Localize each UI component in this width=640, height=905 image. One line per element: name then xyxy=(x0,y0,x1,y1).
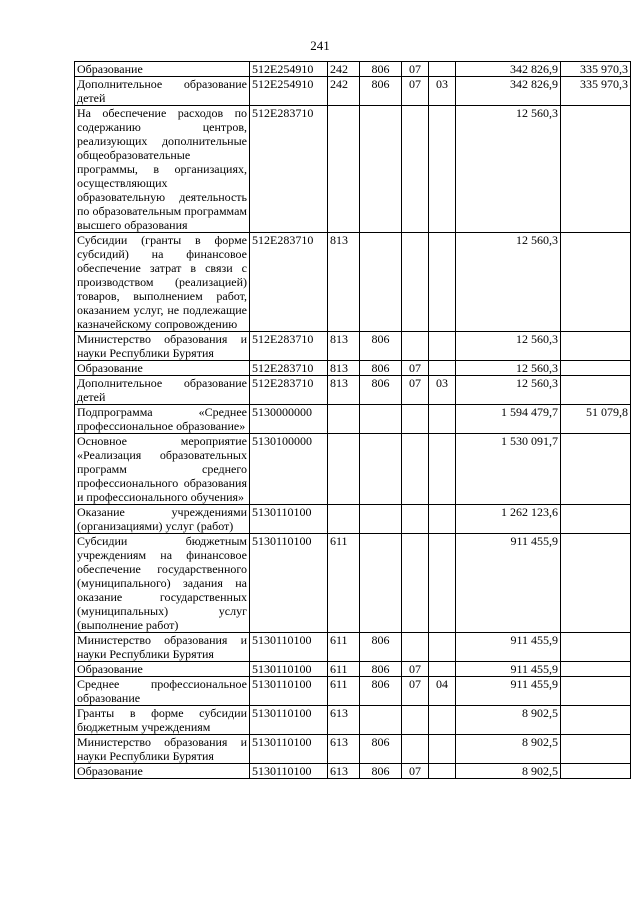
section-code-cell: 07 xyxy=(402,361,429,376)
item-name-cell: Подпрограмма «Среднее профессиональное образование» xyxy=(75,405,250,434)
amount-cell: 12 560,3 xyxy=(456,106,561,233)
amount-cell: 1 594 479,7 xyxy=(456,405,561,434)
expense-type-cell xyxy=(328,405,360,434)
item-name-cell: Субсидии (гранты в форме субсидий) на финансовое обеспечение затрат в связи с производством (реализацией) товаров, выполнением работ, оказанием услуг, не подлежащие казначейскому сопровождению xyxy=(75,233,250,332)
page-number: 241 xyxy=(310,38,330,53)
amount-cell: 911 455,9 xyxy=(456,534,561,633)
section-code-cell xyxy=(402,434,429,505)
department-code-cell: 806 xyxy=(360,361,402,376)
department-code-cell: 806 xyxy=(360,662,402,677)
target-article-code-cell: 5130110100 xyxy=(250,534,328,633)
section-code-cell xyxy=(402,233,429,332)
table-row xyxy=(75,677,631,706)
federal-amount-cell xyxy=(561,764,631,779)
target-article-code-cell: 512E283710 xyxy=(250,361,328,376)
section-code-cell xyxy=(402,735,429,764)
table-row xyxy=(75,505,631,534)
department-code-cell: 806 xyxy=(360,677,402,706)
item-name-cell: Основное мероприятие «Реализация образовательных программ среднего профессионального образования и профессионального обучения» xyxy=(75,434,250,505)
section-code-cell xyxy=(402,534,429,633)
subsection-code-cell xyxy=(429,706,456,735)
department-code-cell: 806 xyxy=(360,376,402,405)
subsection-code-cell: 04 xyxy=(429,677,456,706)
federal-amount-cell xyxy=(561,233,631,332)
federal-amount-cell: 335 970,3 xyxy=(561,77,631,106)
expense-type-cell: 611 xyxy=(328,662,360,677)
item-name-cell: Субсидии бюджетным учреждениям на финансовое обеспечение государственного (муниципального) задания на оказание государственных (муниципальных) услуг (выполнение работ) xyxy=(75,534,250,633)
target-article-code-cell: 512E283710 xyxy=(250,332,328,361)
federal-amount-cell: 51 079,8 xyxy=(561,405,631,434)
section-code-cell: 07 xyxy=(402,376,429,405)
amount-cell: 1 262 123,6 xyxy=(456,505,561,534)
expense-type-cell: 813 xyxy=(328,332,360,361)
table-row xyxy=(75,376,631,405)
expense-type-cell: 611 xyxy=(328,633,360,662)
item-name-cell: Дополнительное образование детей xyxy=(75,376,250,405)
department-code-cell xyxy=(360,534,402,633)
item-name-cell: Гранты в форме субсидии бюджетным учреждениям xyxy=(75,706,250,735)
expense-type-cell: 611 xyxy=(328,677,360,706)
expense-type-cell: 613 xyxy=(328,706,360,735)
subsection-code-cell: 03 xyxy=(429,376,456,405)
target-article-code-cell: 512E283710 xyxy=(250,233,328,332)
federal-amount-cell xyxy=(561,735,631,764)
federal-amount-cell xyxy=(561,361,631,376)
department-code-cell xyxy=(360,233,402,332)
subsection-code-cell xyxy=(429,534,456,633)
federal-amount-cell xyxy=(561,332,631,361)
table-body xyxy=(75,62,631,779)
target-article-code-cell: 5130110100 xyxy=(250,662,328,677)
subsection-code-cell xyxy=(429,233,456,332)
amount-cell: 342 826,9 xyxy=(456,77,561,106)
table-row xyxy=(75,662,631,677)
item-name-cell: Образование xyxy=(75,361,250,376)
item-name-cell: Образование xyxy=(75,764,250,779)
table-row xyxy=(75,77,631,106)
table-row xyxy=(75,62,631,77)
amount-cell: 12 560,3 xyxy=(456,233,561,332)
subsection-code-cell xyxy=(429,62,456,77)
department-code-cell: 806 xyxy=(360,332,402,361)
amount-cell: 12 560,3 xyxy=(456,361,561,376)
expense-type-cell: 813 xyxy=(328,361,360,376)
section-code-cell: 07 xyxy=(402,764,429,779)
subsection-code-cell: 03 xyxy=(429,77,456,106)
section-code-cell xyxy=(402,405,429,434)
target-article-code-cell: 5130110100 xyxy=(250,764,328,779)
amount-cell: 8 902,5 xyxy=(456,735,561,764)
target-article-code-cell: 512E283710 xyxy=(250,376,328,405)
expense-type-cell: 613 xyxy=(328,764,360,779)
subsection-code-cell xyxy=(429,434,456,505)
table-row xyxy=(75,706,631,735)
target-article-code-cell: 5130110100 xyxy=(250,633,328,662)
item-name-cell: Дополнительное образование детей xyxy=(75,77,250,106)
target-article-code-cell: 5130000000 xyxy=(250,405,328,434)
subsection-code-cell xyxy=(429,735,456,764)
department-code-cell xyxy=(360,505,402,534)
subsection-code-cell xyxy=(429,332,456,361)
expense-type-cell: 242 xyxy=(328,62,360,77)
item-name-cell: Оказание учреждениями (организациями) услуг (работ) xyxy=(75,505,250,534)
budget-table xyxy=(74,61,631,779)
federal-amount-cell xyxy=(561,534,631,633)
federal-amount-cell xyxy=(561,376,631,405)
section-code-cell: 07 xyxy=(402,62,429,77)
table-row xyxy=(75,332,631,361)
table-row xyxy=(75,735,631,764)
section-code-cell xyxy=(402,706,429,735)
federal-amount-cell xyxy=(561,706,631,735)
department-code-cell: 806 xyxy=(360,62,402,77)
item-name-cell: На обеспечение расходов по содержанию центров, реализующих дополнительные общеобразовательные программы, в организациях, осуществляющих образовательную деятельность по образовательным программам высшего образования xyxy=(75,106,250,233)
section-code-cell xyxy=(402,332,429,361)
amount-cell: 8 902,5 xyxy=(456,764,561,779)
department-code-cell: 806 xyxy=(360,764,402,779)
item-name-cell: Министерство образования и науки Республики Бурятия xyxy=(75,633,250,662)
item-name-cell: Министерство образования и науки Республики Бурятия xyxy=(75,735,250,764)
item-name-cell: Среднее профессиональное образование xyxy=(75,677,250,706)
federal-amount-cell: 335 970,3 xyxy=(561,62,631,77)
expense-type-cell: 813 xyxy=(328,376,360,405)
amount-cell: 12 560,3 xyxy=(456,376,561,405)
subsection-code-cell xyxy=(429,662,456,677)
subsection-code-cell xyxy=(429,106,456,233)
department-code-cell: 806 xyxy=(360,77,402,106)
table-row xyxy=(75,633,631,662)
section-code-cell xyxy=(402,106,429,233)
department-code-cell xyxy=(360,405,402,434)
target-article-code-cell: 512E254910 xyxy=(250,77,328,106)
target-article-code-cell: 5130110100 xyxy=(250,735,328,764)
expense-type-cell: 613 xyxy=(328,735,360,764)
item-name-cell: Министерство образования и науки Республики Бурятия xyxy=(75,332,250,361)
expense-type-cell xyxy=(328,434,360,505)
expense-type-cell: 242 xyxy=(328,77,360,106)
section-code-cell: 07 xyxy=(402,677,429,706)
amount-cell: 342 826,9 xyxy=(456,62,561,77)
federal-amount-cell xyxy=(561,106,631,233)
expense-type-cell xyxy=(328,505,360,534)
department-code-cell xyxy=(360,106,402,233)
section-code-cell xyxy=(402,633,429,662)
target-article-code-cell: 5130110100 xyxy=(250,677,328,706)
table-row xyxy=(75,233,631,332)
target-article-code-cell: 512E283710 xyxy=(250,106,328,233)
subsection-code-cell xyxy=(429,361,456,376)
amount-cell: 12 560,3 xyxy=(456,332,561,361)
item-name-cell: Образование xyxy=(75,62,250,77)
item-name-cell: Образование xyxy=(75,662,250,677)
table-row xyxy=(75,405,631,434)
federal-amount-cell xyxy=(561,434,631,505)
subsection-code-cell xyxy=(429,505,456,534)
table-row xyxy=(75,361,631,376)
target-article-code-cell: 5130110100 xyxy=(250,505,328,534)
target-article-code-cell: 512E254910 xyxy=(250,62,328,77)
target-article-code-cell: 5130110100 xyxy=(250,706,328,735)
department-code-cell: 806 xyxy=(360,633,402,662)
subsection-code-cell xyxy=(429,405,456,434)
section-code-cell xyxy=(402,505,429,534)
amount-cell: 8 902,5 xyxy=(456,706,561,735)
amount-cell: 911 455,9 xyxy=(456,677,561,706)
section-code-cell: 07 xyxy=(402,77,429,106)
federal-amount-cell xyxy=(561,662,631,677)
amount-cell: 1 530 091,7 xyxy=(456,434,561,505)
department-code-cell: 806 xyxy=(360,735,402,764)
table-row xyxy=(75,106,631,233)
department-code-cell xyxy=(360,706,402,735)
table-row xyxy=(75,434,631,505)
expense-type-cell: 813 xyxy=(328,233,360,332)
section-code-cell: 07 xyxy=(402,662,429,677)
department-code-cell xyxy=(360,434,402,505)
table-row xyxy=(75,534,631,633)
target-article-code-cell: 5130100000 xyxy=(250,434,328,505)
federal-amount-cell xyxy=(561,505,631,534)
expense-type-cell xyxy=(328,106,360,233)
expense-type-cell: 611 xyxy=(328,534,360,633)
amount-cell: 911 455,9 xyxy=(456,633,561,662)
table-row xyxy=(75,764,631,779)
amount-cell: 911 455,9 xyxy=(456,662,561,677)
subsection-code-cell xyxy=(429,764,456,779)
federal-amount-cell xyxy=(561,633,631,662)
subsection-code-cell xyxy=(429,633,456,662)
federal-amount-cell xyxy=(561,677,631,706)
